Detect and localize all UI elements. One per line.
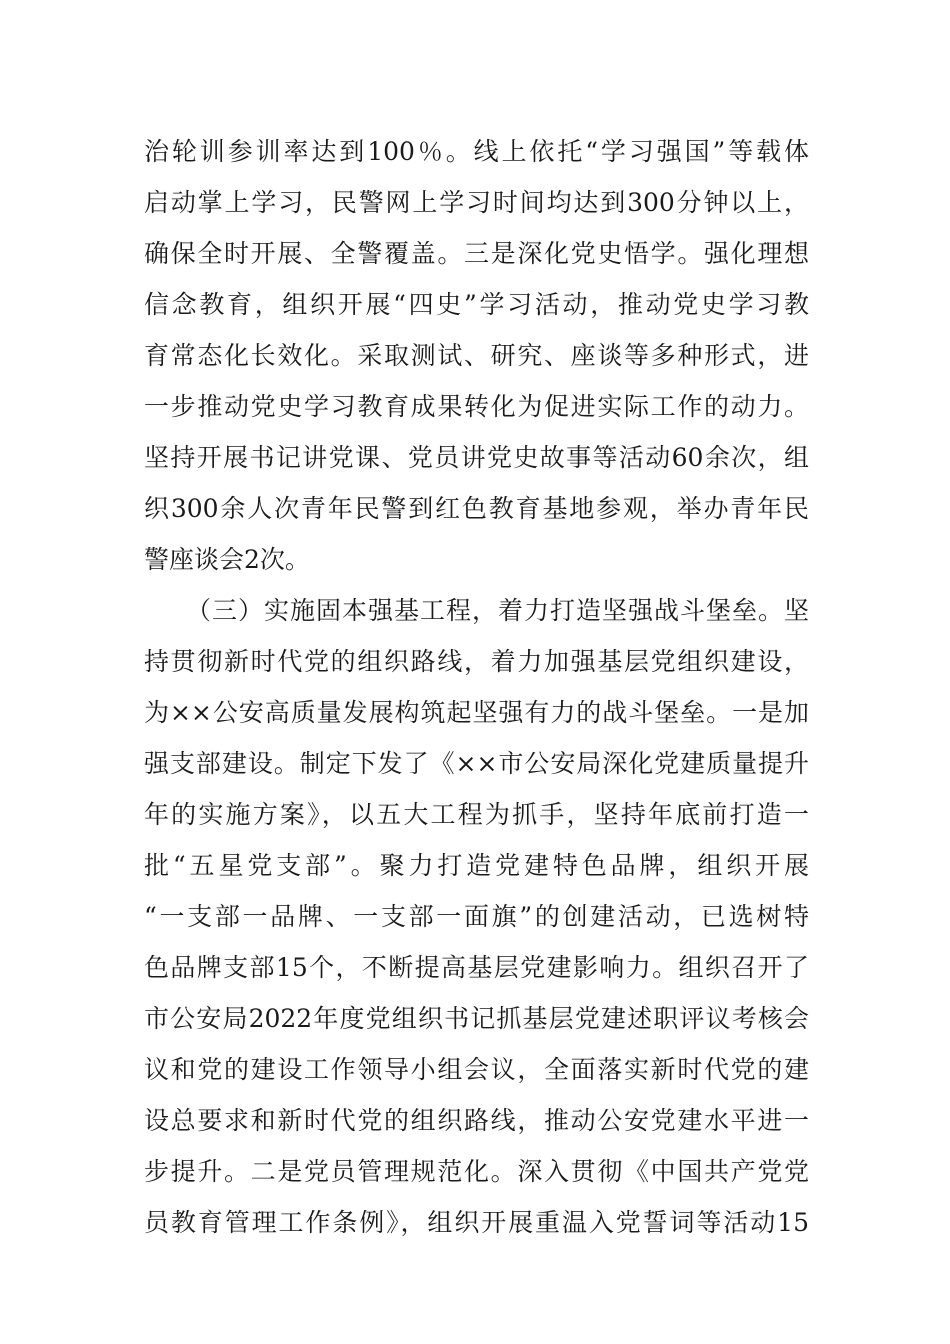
text-line: 治轮训参训率达到100％。线上依托“学习强国”等载体 xyxy=(144,137,809,166)
text-line: 确保全时开展、全警覆盖。三是深化党史悟学。强化理想 xyxy=(144,239,809,268)
text-line: 市公安局2022年度党组织书记抓基层党建述职评议考核会 xyxy=(144,1004,809,1033)
text-line: 坚持开展书记讲党课、党员讲党史故事等活动60余次，组 xyxy=(144,443,809,472)
text-line: 批“五星党支部”。聚力打造党建特色品牌，组织开展 xyxy=(144,851,809,880)
text-line: 警座谈会2次。 xyxy=(144,545,310,574)
text-line: 设总要求和新时代党的组织路线，推动公安党建水平进一 xyxy=(144,1106,809,1135)
text-line: 持贯彻新时代党的组织路线，着力加强基层党组织建设， xyxy=(144,647,809,676)
text-line: 织300余人次青年民警到红色教育基地参观，举办青年民 xyxy=(144,494,809,523)
body-text xyxy=(144,126,809,1248)
text-line: 员教育管理工作条例》，组织开展重温入党誓词等活动15 xyxy=(144,1208,809,1237)
text-line: “一支部一品牌、一支部一面旗”的创建活动，已选树特 xyxy=(144,902,809,931)
text-line: 启动掌上学习，民警网上学习时间均达到300分钟以上， xyxy=(144,188,809,217)
text-line: 一步推动党史学习教育成果转化为促进实际工作的动力。 xyxy=(144,392,809,421)
text-line: 为××公安高质量发展构筑起坚强有力的战斗堡垒。一是加 xyxy=(144,698,809,727)
text-line: 步提升。二是党员管理规范化。深入贯彻《中国共产党党 xyxy=(144,1157,809,1186)
text-line: 色品牌支部15个，不断提高基层党建影响力。组织召开了 xyxy=(144,953,809,982)
text-line: 信念教育，组织开展“四史”学习活动，推动党史学习教 xyxy=(144,290,809,319)
text-line: 育常态化长效化。采取测试、研究、座谈等多种形式，进 xyxy=(144,341,809,370)
text-line: 议和党的建设工作领导小组会议，全面落实新时代党的建 xyxy=(144,1055,809,1084)
text-line: 年的实施方案》，以五大工程为抓手，坚持年底前打造一 xyxy=(144,800,809,829)
text-line: 强支部建设。制定下发了《××市公安局深化党建质量提升 xyxy=(144,749,809,778)
section-heading-line: （三）实施固本强基工程，着力打造坚强战斗堡垒。坚 xyxy=(186,596,809,625)
